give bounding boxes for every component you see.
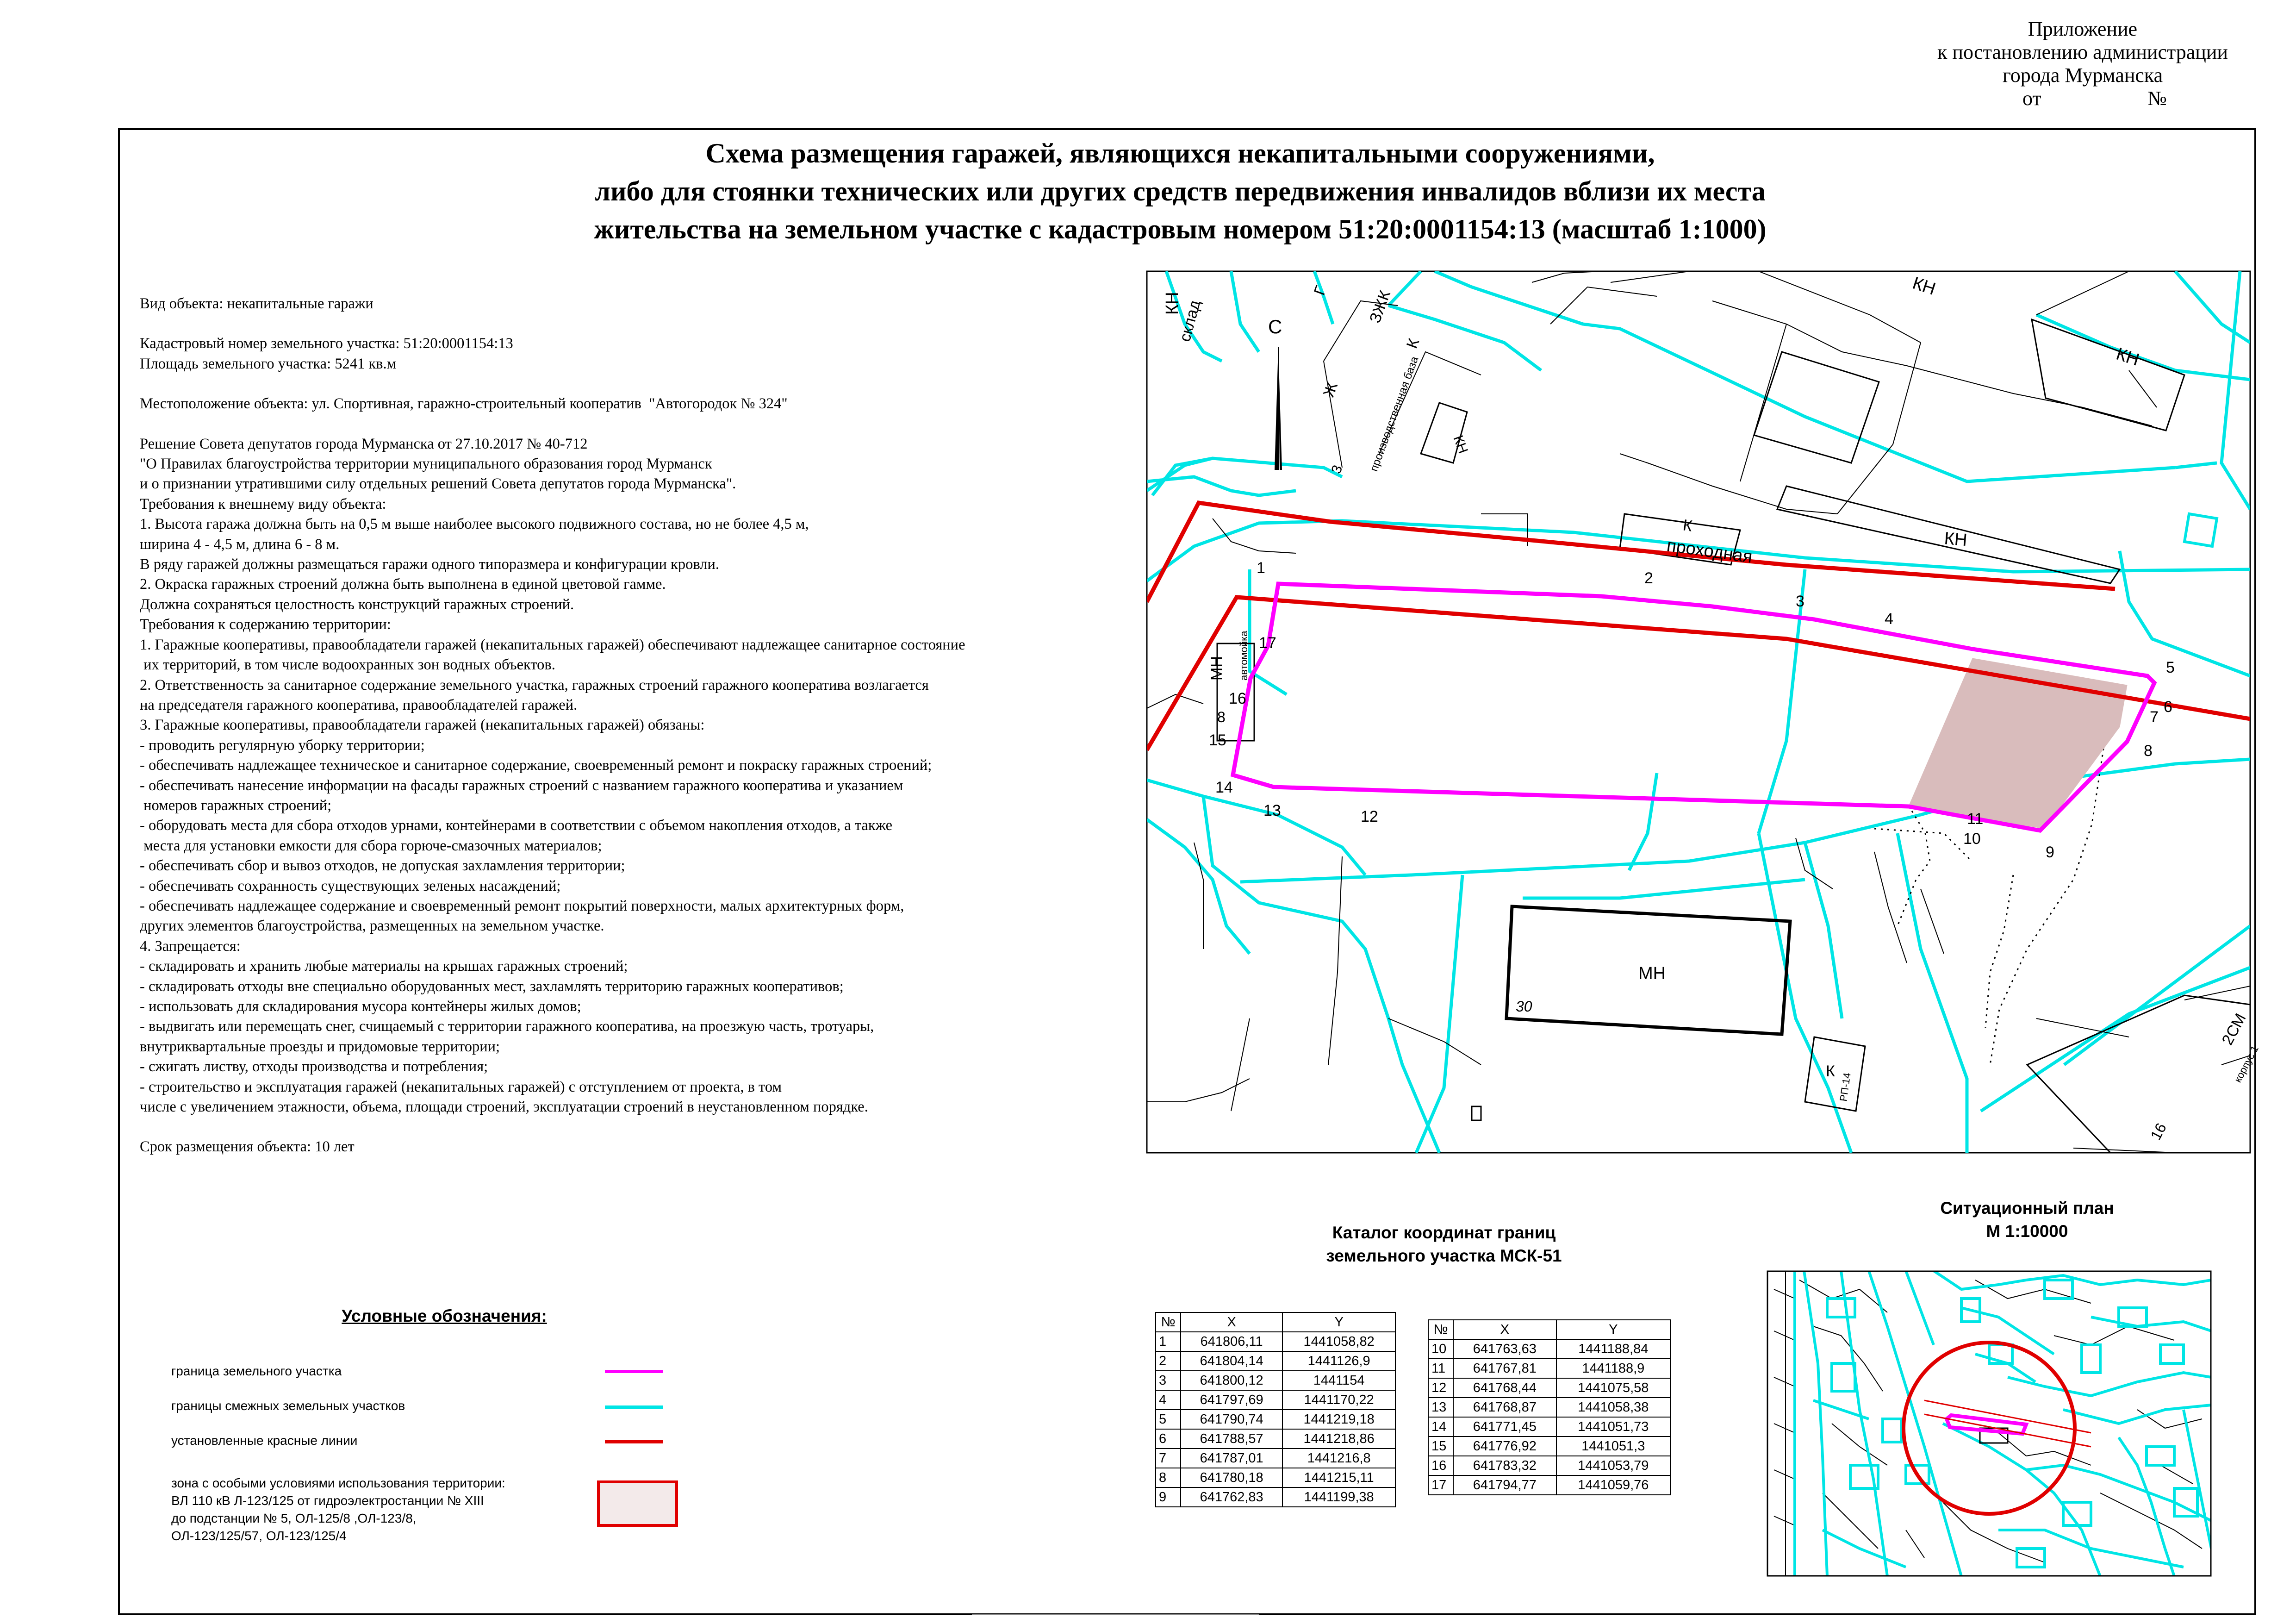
header-number: № [1428, 1320, 1453, 1339]
y-coordinate-cell: 1441170,22 [1282, 1390, 1395, 1410]
y-coordinate-cell: 1441058,38 [1556, 1398, 1670, 1417]
legend-red-lines-swatch [605, 1440, 663, 1443]
info-line: - складировать отходы вне специально оборудованных мест, захламлять территорию гаражных кооперативов; [140, 978, 844, 995]
point-label: 15 [1209, 731, 1226, 749]
x-coordinate-cell: 641794,77 [1453, 1475, 1556, 1495]
appendix-line-3: города Мурманска [2002, 64, 2163, 87]
point-number-cell: 13 [1428, 1398, 1453, 1417]
point-number-cell: 15 [1428, 1437, 1453, 1456]
info-line: 1. Высота гаража должна быть на 0,5 м выше наиболее высокого подвижного состава, но не более 4,5 м, [140, 516, 809, 533]
x-coordinate-cell: 641768,87 [1453, 1398, 1556, 1417]
document-title [139, 134, 2221, 248]
bottom-rule [972, 1614, 1259, 1615]
table-row [1156, 1332, 1395, 1351]
x-coordinate-cell: 641783,32 [1453, 1456, 1556, 1475]
info-line: - оборудовать места для сбора отходов урнами, контейнерами в соответствии с объемом накопления отходов, а также [140, 817, 893, 834]
label-kn-top: КН [1910, 273, 1938, 299]
point-number-cell: 6 [1156, 1429, 1181, 1449]
label-mn-2: МН [1638, 964, 1666, 983]
y-coordinate-cell: 1441199,38 [1282, 1487, 1395, 1507]
info-line: места для установки емкости для сбора горюче-смазочных материалов; [140, 837, 602, 854]
label-sklad: склад [1176, 298, 1204, 344]
info-line: на председателя гаражного кооператива, правообладателей гаражей. [140, 696, 578, 713]
info-line [140, 1117, 1167, 1137]
info-line: - обеспечивать сбор и вывоз отходов, не допуская захламления территории; [140, 857, 625, 874]
legend-zone-swatch [597, 1480, 678, 1527]
x-coordinate-cell: 641768,44 [1453, 1378, 1556, 1398]
appendix-date-line [1921, 87, 2245, 110]
info-line: внутриквартальные проезды и придомовые территории; [140, 1038, 500, 1055]
info-line: - складировать и хранить любые материалы на крышах гаражных строений; [140, 958, 628, 975]
x-coordinate-cell: 641767,81 [1453, 1359, 1556, 1378]
label-kn-box: КН [1450, 433, 1471, 456]
point-label: 12 [1361, 808, 1378, 825]
situation-plan-title [1819, 1197, 2235, 1243]
table-row [1428, 1456, 1670, 1475]
point-label: 3 [1796, 593, 1804, 610]
table-row [1156, 1429, 1395, 1449]
point-label: 7 [2150, 708, 2159, 726]
table-row [1428, 1378, 1670, 1398]
info-line: Должна сохраняться целостность конструкций гаражных строений. [140, 596, 574, 613]
label-8: 8 [1217, 709, 1226, 725]
info-line: ширина 4 - 4,5 м, длина 6 - 8 м. [140, 536, 340, 553]
y-coordinate-cell: 1441126,9 [1282, 1351, 1395, 1371]
info-line: - обеспечивать сохранность существующих зеленых насаждений; [140, 877, 561, 894]
table-row [1156, 1410, 1395, 1429]
point-number-cell: 4 [1156, 1390, 1181, 1410]
appendix-line-2: к постановлению администрации [1937, 41, 2228, 63]
info-line: номеров гаражных строений; [140, 797, 332, 814]
point-label: 9 [2046, 843, 2054, 861]
point-label: 11 [1967, 810, 1984, 828]
label-g: Г [1310, 283, 1330, 298]
situation-plan-map [1767, 1271, 2211, 1576]
x-coordinate-cell: 641800,12 [1181, 1371, 1282, 1390]
header-number: № [1156, 1312, 1181, 1332]
y-coordinate-cell: 1441058,82 [1282, 1332, 1395, 1351]
point-number-cell: 9 [1156, 1487, 1181, 1507]
x-coordinate-cell: 641763,63 [1453, 1339, 1556, 1359]
appendix-number-label: № [2147, 87, 2167, 110]
info-line: и о признании утратившими силу отдельных решений Совета депутатов города Мурманска". [140, 475, 736, 493]
y-coordinate-cell: 1441188,9 [1556, 1359, 1670, 1378]
table-row [1156, 1390, 1395, 1410]
point-label: 13 [1263, 802, 1281, 819]
cadastral-map [1145, 270, 2261, 1154]
table-row [1428, 1339, 1670, 1359]
y-coordinate-cell: 1441075,58 [1556, 1378, 1670, 1398]
label-zh: Ж [1319, 380, 1342, 400]
label-3: 3 [1328, 463, 1346, 476]
label-k-3: К [1826, 1062, 1835, 1080]
point-label: 5 [2166, 659, 2175, 676]
label-kn-long: КН [1943, 529, 1968, 550]
point-label: 1 [1257, 559, 1265, 577]
info-line: Срок размещения объекта: 10 лет [140, 1138, 355, 1156]
x-coordinate-cell: 641780,18 [1181, 1468, 1282, 1487]
north-letter: С [1268, 316, 1282, 337]
point-label: 10 [1963, 830, 1981, 848]
table-row [1156, 1351, 1395, 1371]
info-line: 2. Ответственность за санитарное содержание земельного участка, гаражных строений гаражного кооператива возлагается [140, 676, 929, 693]
y-coordinate-cell: 1441218,86 [1282, 1429, 1395, 1449]
y-coordinate-cell: 1441215,11 [1282, 1468, 1395, 1487]
label-30: 30 [1516, 998, 1532, 1015]
object-info-text [140, 294, 1167, 1157]
label-mn-1: МН [1208, 656, 1226, 681]
legend-zone-line-4: ОЛ-123/125/57, ОЛ-123/125/4 [171, 1529, 347, 1543]
label-korpus: корпус 1 [2232, 1043, 2261, 1085]
info-line: - обеспечивать надлежащее содержание и своевременный ремонт покрытий поверхности, малых архитектурных форм, [140, 897, 904, 914]
point-label: 2 [1644, 569, 1653, 587]
table-row [1428, 1437, 1670, 1456]
legend-plot-border-swatch [605, 1370, 663, 1373]
x-coordinate-cell: 641806,11 [1181, 1332, 1282, 1351]
point-number-cell: 8 [1156, 1468, 1181, 1487]
info-line [140, 414, 1167, 434]
label-k-1: К [1403, 336, 1423, 351]
x-coordinate-cell: 641771,45 [1453, 1417, 1556, 1437]
point-label: 17 [1259, 634, 1276, 652]
y-coordinate-cell: 1441059,76 [1556, 1475, 1670, 1495]
y-coordinate-cell: 1441216,8 [1282, 1449, 1395, 1468]
y-coordinate-cell: 1441188,84 [1556, 1339, 1670, 1359]
table-row [1428, 1475, 1670, 1495]
info-line: Требования к внешнему виду объекта: [140, 495, 386, 512]
legend-plot-border-label: граница земельного участка [171, 1364, 342, 1378]
legend-adjacent-swatch [605, 1405, 663, 1409]
info-line: Вид объекта: некапитальные гаражи [140, 295, 373, 312]
header-x: X [1453, 1320, 1556, 1339]
x-coordinate-cell: 641776,92 [1453, 1437, 1556, 1456]
legend-adjacent-label: границы смежных земельных участков [171, 1399, 405, 1413]
point-number-cell: 2 [1156, 1351, 1181, 1371]
info-line: - выдвигать или перемещать снег, счищаемый с территории гаражного кооператива, на проезжую часть, тротуары, [140, 1018, 874, 1035]
point-number-cell: 11 [1428, 1359, 1453, 1378]
table-row [1428, 1398, 1670, 1417]
header-x: X [1181, 1312, 1282, 1332]
table-row [1156, 1371, 1395, 1390]
info-line: - обеспечивать надлежащее техническое и санитарное содержание, своевременный ремонт и покраску гаражных строений; [140, 757, 932, 774]
label-avtomoika: автомойка [1238, 631, 1250, 681]
point-label: 16 [1229, 690, 1246, 707]
situation-title-line-2: М 1:10000 [1986, 1222, 2068, 1241]
point-number-cell: 7 [1156, 1449, 1181, 1468]
table-header-row [1156, 1312, 1395, 1332]
point-label: 8 [2144, 742, 2153, 760]
info-line: 1. Гаражные кооперативы, правообладатели гаражей (некапитальных гаражей) обеспечивают надлежащее санитарное состояние [140, 636, 965, 653]
info-line: 3. Гаражные кооперативы, правообладатели гаражей (некапитальных гаражей) обязаны: [140, 717, 705, 734]
info-line: В ряду гаражей должны размещаться гаражи одного типоразмера и конфигурации кровли. [140, 556, 719, 573]
x-coordinate-cell: 641787,01 [1181, 1449, 1282, 1468]
label-16: 16 [2147, 1120, 2170, 1143]
y-coordinate-cell: 1441154 [1282, 1371, 1395, 1390]
legend-zone-label [171, 1474, 588, 1545]
info-line: - обеспечивать нанесение информации на фасады гаражных строений с названием гаражного кооператива и указанием [140, 777, 903, 794]
info-line: числе с увеличением этажности, объема, площади строений, эксплуатации строений в неустановленном порядке. [140, 1099, 868, 1116]
info-line: - проводить регулярную уборку территории; [140, 737, 425, 754]
x-coordinate-cell: 641797,69 [1181, 1390, 1282, 1410]
info-line: Кадастровый номер земельного участка: 51:20:0001154:13 [140, 335, 513, 352]
legend-zone-line-3: до подстанции № 5, ОЛ-125/8 ,ОЛ-123/8, [171, 1511, 417, 1525]
table-row [1156, 1449, 1395, 1468]
info-line: Местоположение объекта: ул. Спортивная, гаражно-строительный кооператив "Автогородок № 324" [140, 395, 788, 412]
title-line-1: Схема размещения гаражей, являющихся некапитальными сооружениями, [705, 138, 1655, 169]
y-coordinate-cell: 1441053,79 [1556, 1456, 1670, 1475]
table-row [1428, 1359, 1670, 1378]
point-label: 4 [1885, 610, 1893, 628]
table-row [1428, 1417, 1670, 1437]
legend-red-lines-label: установленные красные линии [171, 1433, 358, 1448]
y-coordinate-cell: 1441219,18 [1282, 1410, 1395, 1429]
label-zhk: ЗЖК [1366, 288, 1394, 325]
y-coordinate-cell: 1441051,3 [1556, 1437, 1670, 1456]
coordinate-table-left [1155, 1312, 1396, 1507]
x-coordinate-cell: 641762,83 [1181, 1487, 1282, 1507]
info-line: Решение Совета депутатов города Мурманска от 27.10.2017 № 40-712 [140, 435, 588, 452]
legend-title: Условные обозначения: [342, 1306, 547, 1325]
y-coordinate-cell: 1441051,73 [1556, 1417, 1670, 1437]
point-number-cell: 16 [1428, 1456, 1453, 1475]
point-number-cell: 10 [1428, 1339, 1453, 1359]
title-line-3: жительства на земельном участке с кадастровым номером 51:20:0001154:13 (масштаб 1:1000) [594, 214, 1767, 244]
situation-title-line-1: Ситуационный план [1940, 1199, 2114, 1218]
point-number-cell: 17 [1428, 1475, 1453, 1495]
info-line: их территорий, в том числе водоохранных зон водных объектов. [140, 656, 555, 674]
label-prohodnaya: проходная [1665, 536, 1754, 567]
label-proizv: производственная база [1368, 355, 1421, 474]
label-k-2: К [1681, 516, 1693, 535]
label-kn-right: КН [2114, 344, 2142, 370]
label-kn-1: КН [1163, 292, 1182, 315]
point-number-cell: 3 [1156, 1371, 1181, 1390]
info-line: - строительство и эксплуатация гаражей (некапитальных гаражей) с отступлением от проекта, в том [140, 1078, 782, 1095]
point-number-cell: 5 [1156, 1410, 1181, 1429]
info-line [140, 374, 1167, 394]
table-header-row [1428, 1320, 1670, 1339]
info-line: - использовать для складирования мусора контейнеры жилых домов; [140, 998, 581, 1015]
catalog-title-line-2: земельного участка МСК-51 [1326, 1246, 1562, 1265]
table-row [1156, 1487, 1395, 1507]
legend-zone-line-2: ВЛ 110 кВ Л-123/125 от гидроэлектростанции № XIII [171, 1493, 484, 1508]
x-coordinate-cell: 641790,74 [1181, 1410, 1282, 1429]
legend-zone-line-1: зона с особыми условиями использования территории: [171, 1476, 505, 1490]
point-label: 6 [2164, 698, 2172, 716]
point-label: 14 [1215, 779, 1233, 796]
info-line: - сжигать листву, отходы производства и потребления; [140, 1058, 488, 1075]
info-line: 2. Окраска гаражных строений должна быть выполнена в единой цветовой гамме. [140, 576, 666, 593]
catalog-title [1203, 1221, 1685, 1268]
info-line: Площадь земельного участка: 5241 кв.м [140, 355, 397, 372]
info-line: "О Правилах благоустройства территории муниципального образования город Мурманск [140, 456, 712, 473]
label-2cm: 2СМ [2218, 1010, 2250, 1048]
appendix-date-label: от [2022, 87, 2041, 110]
catalog-title-line-1: Каталог координат границ [1332, 1223, 1556, 1242]
x-coordinate-cell: 641788,57 [1181, 1429, 1282, 1449]
table-row [1156, 1468, 1395, 1487]
info-line: Требования к содержанию территории: [140, 616, 391, 633]
info-line: 4. Запрещается: [140, 937, 241, 955]
title-line-2: либо для стоянки технических или других средств передвижения инвалидов вблизи их места [595, 176, 1766, 206]
header-y: Y [1556, 1320, 1670, 1339]
x-coordinate-cell: 641804,14 [1181, 1351, 1282, 1371]
point-number-cell: 12 [1428, 1378, 1453, 1398]
header-y: Y [1282, 1312, 1395, 1332]
point-number-cell: 1 [1156, 1332, 1181, 1351]
point-number-cell: 14 [1428, 1417, 1453, 1437]
label-rp14: РП-14 [1837, 1072, 1853, 1102]
info-line [140, 314, 1167, 334]
info-line: других элементов благоустройства, размещенных на земельном участке. [140, 918, 604, 935]
appendix-header [1921, 18, 2245, 110]
coordinate-table-right [1428, 1319, 1671, 1495]
appendix-line-1: Приложение [2028, 18, 2138, 40]
